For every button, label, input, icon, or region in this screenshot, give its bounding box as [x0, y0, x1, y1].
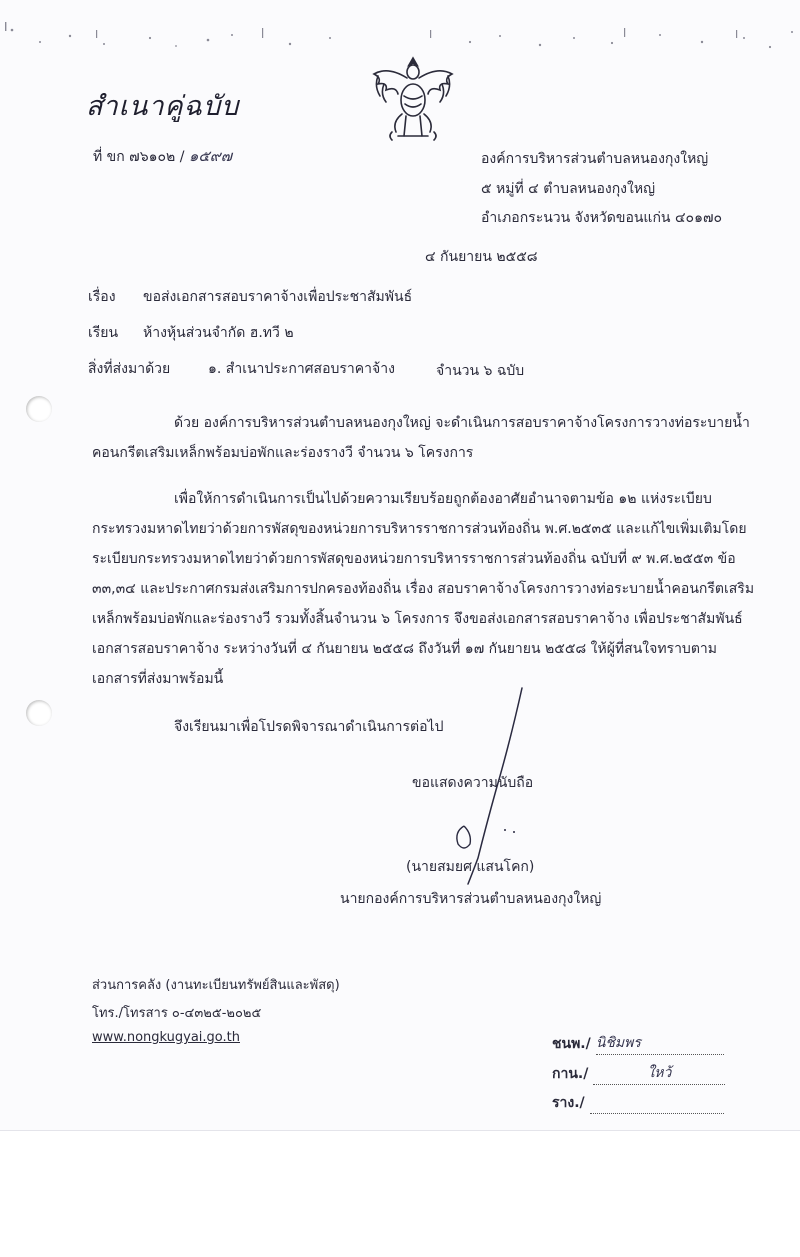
recipient-label: เรียน — [88, 325, 119, 341]
document-number-prefix: ที่ ขก ๗๖๑๐๒ / — [93, 149, 189, 165]
body-paragraph-2-line: เอกสารที่ส่งมาพร้อมนี้ — [92, 671, 224, 687]
address-line-1: ๕ หมู่ที่ ๔ ตำบลหนองกุงใหญ่ — [481, 181, 655, 197]
body-paragraph-2-line: กระทรวงมหาดไทยว่าด้วยการพัสดุของหน่วยการบริหารราชการส่วนท้องถิ่น พ.ศ.๒๕๓๕ และแก้ไขเพิ่มเติมโดย — [92, 521, 747, 537]
body-paragraph-2-line: ๓๓,๓๔ และประกาศกรมส่งเสริมการปกครองท้องถิ่น เรื่อง สอบราคาจ้างโครงการวางท่อระบายน้ำคอนกรีตเสริม — [92, 581, 755, 597]
signatory-name: (นายสมยศ แสนโคก) — [406, 859, 535, 875]
recipient-text: ห้างหุ้นส่วนจำกัด ฮ.ทวี ๒ — [143, 325, 294, 341]
enclosure-label: สิ่งที่ส่งมาด้วย — [88, 361, 171, 377]
department: ส่วนการคลัง (งานทะเบียนทรัพย์สินและพัสดุ) — [92, 978, 340, 993]
body-paragraph-2-line: เหล็กพร้อมบ่อพักและร่องรางวี รวมทั้งสิ้นจำนวน ๖ โครงการ จึงขอส่งเอกสารสอบราคาจ้าง เพื่อประชาสัมพันธ์ — [92, 611, 743, 627]
subject-text: ขอส่งเอกสารสอบราคาจ้างเพื่อประชาสัมพันธ์ — [143, 289, 413, 305]
initials-row — [552, 1092, 724, 1114]
enclosure-quantity: จำนวน ๖ ฉบับ — [436, 363, 525, 379]
initials-handwritten — [590, 1113, 724, 1114]
document-number-handwritten: ๑๕๙๗ — [188, 147, 233, 165]
signatory-position: นายกองค์การบริหารส่วนตำบลหนองกุงใหญ่ — [340, 891, 602, 907]
body-paragraph-1-line: ด้วย องค์การบริหารส่วนตำบลหนองกุงใหญ่ จะดำเนินการสอบราคาจ้างโครงการวางท่อระบายน้ำ — [174, 415, 750, 431]
letter-date: ๔ กันยายน ๒๕๕๘ — [425, 249, 538, 265]
body-paragraph-3: จึงเรียนมาเพื่อโปรดพิจารณาดำเนินการต่อไป — [174, 719, 444, 735]
body-paragraph-2-line: เพื่อให้การดำเนินการเป็นไปด้วยความเรียบร้อยถูกต้องอาศัยอำนาจตามข้อ ๑๒ แห่งระเบียบ — [174, 491, 712, 507]
body-paragraph-2-line: เอกสารสอบราคาจ้าง ระหว่างวันที่ ๔ กันยายน ๒๕๕๘ ถึงวันที่ ๑๗ กันยายน ๒๕๕๘ ให้ผู้ที่สนใจทราบตาม — [92, 641, 718, 657]
website-link-text[interactable]: www.nongkugyai.go.th — [92, 1030, 240, 1045]
closing-phrase: ขอแสดงความนับถือ — [412, 775, 534, 791]
website-link[interactable] — [92, 1030, 240, 1045]
phone-fax: โทร./โทรสาร ๐-๔๓๒๕-๒๐๒๕ — [92, 1006, 262, 1021]
initials-handwritten: ใหว้ — [593, 1062, 725, 1085]
initials-label: กาน./ — [552, 1066, 589, 1082]
initials-label: ชนพ./ — [552, 1036, 591, 1052]
subject-label: เรื่อง — [88, 289, 116, 305]
copy-stamp: สำเนาคู่ฉบับ — [86, 91, 240, 122]
org-name: องค์การบริหารส่วนตำบลหนองกุงใหญ่ — [481, 151, 709, 167]
enclosure-text: ๑. สำเนาประกาศสอบราคาจ้าง — [208, 361, 395, 377]
initials-row — [552, 1032, 724, 1055]
body-paragraph-2-line: ระเบียบกระทรวงมหาดไทยว่าด้วยการพัสดุของหน่วยการบริหารราชการส่วนท้องถิ่น ฉบับที่ ๙ พ.ศ.๒๕๕๓ ข้อ — [92, 551, 736, 567]
initials-handwritten: นิชิมพร — [596, 1032, 724, 1055]
address-line-2: อำเภอกระนวน จังหวัดขอนแก่น ๔๐๑๗๐ — [481, 210, 723, 226]
initials-label: ราง./ — [552, 1095, 585, 1111]
initials-row — [552, 1062, 725, 1085]
body-paragraph-1-line: คอนกรีตเสริมเหล็กพร้อมบ่อพักและร่องรางวี จำนวน ๖ โครงการ — [92, 445, 474, 461]
